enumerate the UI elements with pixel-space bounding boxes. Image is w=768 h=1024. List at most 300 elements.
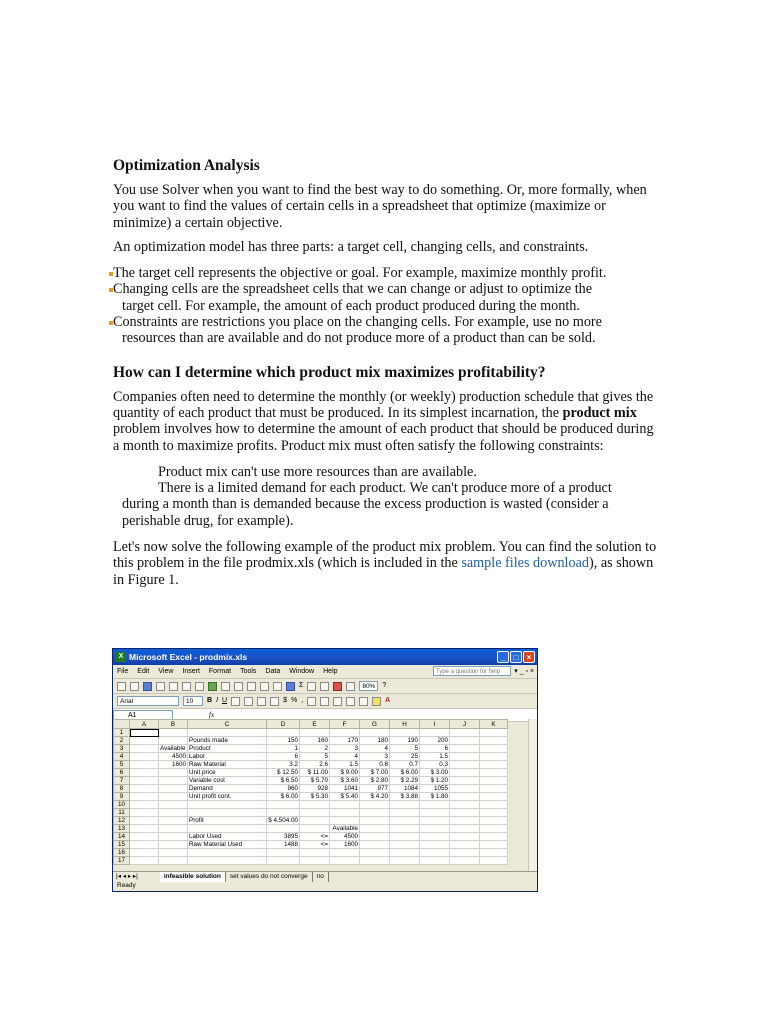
sheet-nav-arrows-icon[interactable]: |◂ ◂ ▸ ▸| xyxy=(116,873,138,880)
cell[interactable]: 1600 xyxy=(159,761,188,769)
worksheet-grid[interactable] xyxy=(113,719,508,865)
cell[interactable]: $ 2.29 xyxy=(390,777,420,785)
cell[interactable] xyxy=(159,785,188,793)
cell[interactable] xyxy=(360,841,390,849)
cell[interactable] xyxy=(480,753,508,761)
column-header[interactable]: E xyxy=(300,720,330,729)
cell[interactable]: $ 9.00 xyxy=(330,769,360,777)
cell[interactable] xyxy=(450,817,480,825)
workbook-controls[interactable]: ▾ _ ▫ × xyxy=(514,668,534,675)
cell[interactable]: Product xyxy=(188,745,267,753)
cell[interactable]: 3 xyxy=(360,753,390,761)
cell[interactable]: Unit profit cont. xyxy=(188,793,267,801)
cell[interactable]: <= xyxy=(300,841,330,849)
cell[interactable] xyxy=(480,777,508,785)
cell[interactable] xyxy=(159,825,188,833)
print-icon[interactable] xyxy=(182,682,191,691)
cell[interactable]: 977 xyxy=(360,785,390,793)
email-icon[interactable] xyxy=(169,682,178,691)
cell[interactable] xyxy=(130,841,159,849)
cell[interactable]: 190 xyxy=(390,737,420,745)
cell[interactable] xyxy=(420,729,450,737)
menu-item-insert[interactable]: Insert xyxy=(182,668,200,675)
cell[interactable] xyxy=(159,729,188,737)
cell[interactable] xyxy=(188,849,267,857)
table-row xyxy=(114,801,508,809)
cell[interactable]: Unit price xyxy=(188,769,267,777)
cell[interactable] xyxy=(390,857,420,865)
cell[interactable] xyxy=(480,793,508,801)
menu-item-file[interactable]: File xyxy=(117,668,129,675)
cell[interactable] xyxy=(300,825,330,833)
cell[interactable]: $ 7.00 xyxy=(360,769,390,777)
menu-item-data[interactable]: Data xyxy=(265,668,281,675)
cell[interactable] xyxy=(480,849,508,857)
cell[interactable] xyxy=(360,801,390,809)
row-header[interactable]: 4 xyxy=(114,753,130,761)
cell[interactable]: 4 xyxy=(360,745,390,753)
cell[interactable]: 25 xyxy=(390,753,420,761)
cell[interactable] xyxy=(159,809,188,817)
cell[interactable]: 928 xyxy=(300,785,330,793)
cell[interactable] xyxy=(300,809,330,817)
cell[interactable]: 1488 xyxy=(267,841,300,849)
cell[interactable] xyxy=(390,841,420,849)
cell[interactable] xyxy=(130,753,159,761)
cell[interactable]: 5 xyxy=(300,753,330,761)
cell[interactable]: $ 3.60 xyxy=(330,777,360,785)
cell[interactable] xyxy=(159,833,188,841)
underline-icon[interactable]: U xyxy=(222,697,228,704)
column-header[interactable]: C xyxy=(188,720,267,729)
open-icon[interactable] xyxy=(130,682,139,691)
cell[interactable] xyxy=(130,857,159,865)
cell[interactable]: 4500 xyxy=(330,833,360,841)
cell[interactable] xyxy=(300,849,330,857)
font-color-icon[interactable]: A xyxy=(385,697,391,704)
table-row xyxy=(114,825,508,833)
cell[interactable] xyxy=(390,809,420,817)
column-header[interactable]: F xyxy=(330,720,360,729)
cell[interactable] xyxy=(267,801,300,809)
help-icon[interactable]: ? xyxy=(382,682,387,689)
cell[interactable] xyxy=(480,785,508,793)
row-header[interactable]: 12 xyxy=(114,817,130,825)
cell[interactable] xyxy=(130,825,159,833)
cell[interactable] xyxy=(390,729,420,737)
heading-optimization-analysis: Optimization Analysis xyxy=(113,157,260,174)
cell[interactable]: 150 xyxy=(267,737,300,745)
cell[interactable] xyxy=(360,857,390,865)
cell[interactable] xyxy=(480,825,508,833)
row-header[interactable]: 2 xyxy=(114,737,130,745)
copy-icon[interactable] xyxy=(234,682,243,691)
cell[interactable]: $ 5.40 xyxy=(330,793,360,801)
column-header[interactable]: K xyxy=(480,720,508,729)
merge-center-icon[interactable] xyxy=(270,697,279,706)
menu-item-tools[interactable]: Tools xyxy=(240,668,257,675)
cell[interactable] xyxy=(300,729,330,737)
row-header[interactable]: 10 xyxy=(114,801,130,809)
column-header[interactable]: B xyxy=(159,720,188,729)
column-header[interactable]: J xyxy=(450,720,480,729)
cell[interactable] xyxy=(300,801,330,809)
table-row xyxy=(114,817,508,825)
cell[interactable] xyxy=(480,857,508,865)
cell[interactable] xyxy=(267,809,300,817)
cell[interactable] xyxy=(480,841,508,849)
cell[interactable] xyxy=(159,777,188,785)
row-header[interactable]: 14 xyxy=(114,833,130,841)
cell[interactable] xyxy=(450,833,480,841)
cell[interactable]: 1 xyxy=(267,745,300,753)
cell[interactable] xyxy=(420,841,450,849)
cell[interactable]: 2 xyxy=(300,745,330,753)
cell[interactable]: $ 1.20 xyxy=(420,777,450,785)
cell[interactable] xyxy=(130,849,159,857)
row-header[interactable]: 3 xyxy=(114,745,130,753)
standard-toolbar xyxy=(113,679,537,694)
sheet-tab[interactable]: set values do not converge xyxy=(226,872,313,882)
cell[interactable] xyxy=(130,809,159,817)
cell[interactable] xyxy=(130,729,159,737)
cell[interactable]: $ 2.80 xyxy=(360,777,390,785)
sort-descending-icon[interactable] xyxy=(320,682,329,691)
cell[interactable]: $ 1.80 xyxy=(420,793,450,801)
row-header[interactable]: 16 xyxy=(114,849,130,857)
cell[interactable] xyxy=(480,745,508,753)
cell[interactable]: 0.3 xyxy=(420,761,450,769)
cell[interactable] xyxy=(188,809,267,817)
column-header[interactable]: G xyxy=(360,720,390,729)
cell[interactable] xyxy=(130,737,159,745)
cell[interactable]: 0.8 xyxy=(360,761,390,769)
row-header[interactable]: 11 xyxy=(114,809,130,817)
save-icon[interactable] xyxy=(143,682,152,691)
cell[interactable] xyxy=(360,849,390,857)
bullet-list xyxy=(113,265,658,346)
cell[interactable] xyxy=(267,857,300,865)
cell[interactable] xyxy=(480,761,508,769)
cell[interactable] xyxy=(450,777,480,785)
cell[interactable] xyxy=(480,769,508,777)
table-row xyxy=(114,745,508,753)
new-icon[interactable] xyxy=(117,682,126,691)
cell[interactable]: 3 xyxy=(330,745,360,753)
cell[interactable] xyxy=(188,801,267,809)
column-header[interactable]: H xyxy=(390,720,420,729)
font-select[interactable]: Arial xyxy=(117,696,179,706)
cell[interactable]: 4500 xyxy=(159,753,188,761)
cell[interactable]: $ 11.00 xyxy=(300,769,330,777)
cell[interactable] xyxy=(450,825,480,833)
zoom-select[interactable]: 80% xyxy=(359,681,378,691)
cell[interactable]: 1.5 xyxy=(330,761,360,769)
cell[interactable] xyxy=(360,817,390,825)
cell[interactable] xyxy=(480,809,508,817)
heading-product-mix: How can I determine which product mix maximizes profitability? xyxy=(113,363,546,381)
cell[interactable] xyxy=(188,729,267,737)
cell[interactable]: Profit xyxy=(188,817,267,825)
cell[interactable] xyxy=(450,761,480,769)
cell[interactable]: Variable cost xyxy=(188,777,267,785)
cell[interactable]: $ 4.20 xyxy=(360,793,390,801)
cell[interactable]: 3895 xyxy=(267,833,300,841)
fill-color-icon[interactable] xyxy=(372,697,381,706)
cell[interactable] xyxy=(267,825,300,833)
hyperlink-icon[interactable] xyxy=(286,682,295,691)
table-row xyxy=(114,737,508,745)
cell[interactable]: 2.6 xyxy=(300,761,330,769)
cell[interactable]: Labor xyxy=(188,753,267,761)
cell[interactable]: Pounds made xyxy=(188,737,267,745)
increase-decimal-icon[interactable] xyxy=(307,697,316,706)
cell[interactable] xyxy=(420,809,450,817)
cell[interactable] xyxy=(159,817,188,825)
cell[interactable] xyxy=(360,729,390,737)
increase-indent-icon[interactable] xyxy=(346,697,355,706)
cell[interactable] xyxy=(390,833,420,841)
cell[interactable] xyxy=(188,825,267,833)
table-row xyxy=(114,857,508,865)
cell[interactable]: 6 xyxy=(267,753,300,761)
cell[interactable] xyxy=(130,761,159,769)
parts-paragraph: An optimization model has three parts: a target cell, changing cells, and constraints. xyxy=(113,238,589,255)
cell[interactable]: 4 xyxy=(330,753,360,761)
close-icon[interactable]: × xyxy=(523,651,535,663)
cell[interactable] xyxy=(330,857,360,865)
cell[interactable]: $ 6.00 xyxy=(390,769,420,777)
row-header[interactable]: 9 xyxy=(114,793,130,801)
row-header[interactable]: 1 xyxy=(114,729,130,737)
cell[interactable] xyxy=(420,801,450,809)
row-header[interactable]: 13 xyxy=(114,825,130,833)
comma-icon[interactable]: , xyxy=(301,697,304,704)
cell[interactable] xyxy=(450,793,480,801)
cell[interactable] xyxy=(480,729,508,737)
cell[interactable] xyxy=(300,817,330,825)
cell[interactable]: 1084 xyxy=(390,785,420,793)
cell[interactable]: $ 12.50 xyxy=(267,769,300,777)
excel-title-bar: X Microsoft Excel - prodmix.xls _ □ × xyxy=(113,649,537,665)
cell[interactable]: <= xyxy=(300,833,330,841)
cell[interactable] xyxy=(330,801,360,809)
print-preview-icon[interactable] xyxy=(195,682,204,691)
bullet-marker-icon xyxy=(109,321,113,325)
cell[interactable] xyxy=(300,857,330,865)
cell[interactable] xyxy=(267,729,300,737)
cell[interactable] xyxy=(420,857,450,865)
cell[interactable] xyxy=(330,809,360,817)
cell[interactable] xyxy=(450,801,480,809)
menu-item-format[interactable]: Format xyxy=(208,668,232,675)
cell[interactable]: 3.2 xyxy=(267,761,300,769)
cell[interactable] xyxy=(450,857,480,865)
cell[interactable] xyxy=(360,809,390,817)
cell[interactable]: 170 xyxy=(330,737,360,745)
cut-icon[interactable] xyxy=(221,682,230,691)
borders-icon[interactable] xyxy=(359,697,368,706)
decrease-decimal-icon[interactable] xyxy=(320,697,329,706)
cell[interactable] xyxy=(130,833,159,841)
cell[interactable]: 180 xyxy=(360,737,390,745)
cell[interactable] xyxy=(159,793,188,801)
spelling-icon[interactable] xyxy=(208,682,217,691)
name-box[interactable]: A1 xyxy=(113,710,173,721)
cell[interactable] xyxy=(390,825,420,833)
cell[interactable] xyxy=(450,809,480,817)
cell[interactable] xyxy=(450,737,480,745)
align-left-icon[interactable] xyxy=(231,697,240,706)
cell[interactable]: $ 5.70 xyxy=(300,777,330,785)
cell[interactable] xyxy=(159,849,188,857)
cell[interactable]: 1.5 xyxy=(420,753,450,761)
cell[interactable] xyxy=(450,769,480,777)
cell[interactable] xyxy=(420,817,450,825)
cell[interactable]: $ 6.00 xyxy=(267,793,300,801)
cell[interactable]: Available xyxy=(330,825,360,833)
cell[interactable]: Demand xyxy=(188,785,267,793)
cell[interactable] xyxy=(159,801,188,809)
align-right-icon[interactable] xyxy=(257,697,266,706)
row-header[interactable]: 6 xyxy=(114,769,130,777)
cell[interactable] xyxy=(159,769,188,777)
cell[interactable]: 960 xyxy=(267,785,300,793)
font-size-select[interactable]: 10 xyxy=(183,696,203,706)
cell[interactable]: 0.7 xyxy=(390,761,420,769)
row-header[interactable]: 15 xyxy=(114,841,130,849)
cell[interactable] xyxy=(480,737,508,745)
minimize-icon[interactable]: _ xyxy=(497,651,509,663)
cell[interactable]: 6 xyxy=(420,745,450,753)
cell[interactable] xyxy=(450,785,480,793)
cell[interactable]: Labor Used xyxy=(188,833,267,841)
column-header[interactable]: A xyxy=(130,720,159,729)
cell[interactable] xyxy=(130,769,159,777)
cell[interactable]: 1600 xyxy=(330,841,360,849)
sample-files-download-link[interactable]: sample files download xyxy=(461,555,589,572)
decrease-indent-icon[interactable] xyxy=(333,697,342,706)
cell[interactable] xyxy=(390,849,420,857)
table-row xyxy=(114,769,508,777)
maximize-icon[interactable]: □ xyxy=(510,651,522,663)
row-header[interactable]: 8 xyxy=(114,785,130,793)
cell[interactable] xyxy=(450,841,480,849)
italic-icon[interactable]: I xyxy=(216,697,219,704)
cell[interactable] xyxy=(480,833,508,841)
autosum-icon[interactable]: Σ xyxy=(299,682,304,689)
cell[interactable] xyxy=(450,745,480,753)
permission-icon[interactable] xyxy=(156,682,165,691)
cell[interactable]: Raw Material Used xyxy=(188,841,267,849)
cell[interactable]: $ 3.00 xyxy=(420,769,450,777)
cell[interactable] xyxy=(360,825,390,833)
table-row xyxy=(114,785,508,793)
fx-icon[interactable]: fx xyxy=(209,711,215,719)
row-header[interactable]: 5 xyxy=(114,761,130,769)
vertical-scrollbar[interactable] xyxy=(528,719,537,871)
cell[interactable]: 1055 xyxy=(420,785,450,793)
cell[interactable] xyxy=(480,817,508,825)
cell[interactable]: $ 3.88 xyxy=(390,793,420,801)
cell[interactable] xyxy=(480,801,508,809)
cell[interactable] xyxy=(420,849,450,857)
intro-paragraph: You use Solver when you want to find the best way to do something. Or, more formally, when you want to find the values of certain cells in a spreadsheet that optimize (maximize or minimize) a certain objective. xyxy=(113,182,647,231)
cell[interactable]: 200 xyxy=(420,737,450,745)
cell[interactable] xyxy=(188,857,267,865)
drawing-icon[interactable] xyxy=(346,682,355,691)
cell[interactable] xyxy=(267,849,300,857)
cell[interactable] xyxy=(450,753,480,761)
cell[interactable] xyxy=(420,833,450,841)
cell[interactable] xyxy=(330,729,360,737)
select-all-corner[interactable] xyxy=(114,720,130,729)
table-row xyxy=(114,833,508,841)
cell[interactable] xyxy=(159,737,188,745)
cell[interactable] xyxy=(130,793,159,801)
cell[interactable]: 5 xyxy=(390,745,420,753)
row-header[interactable]: 7 xyxy=(114,777,130,785)
menu-item-edit[interactable]: Edit xyxy=(137,668,150,675)
cell[interactable]: 1041 xyxy=(330,785,360,793)
cell[interactable] xyxy=(420,825,450,833)
column-header[interactable]: D xyxy=(267,720,300,729)
menu-item-window[interactable]: Window xyxy=(289,668,315,675)
status-bar: Ready xyxy=(117,882,136,889)
cell[interactable] xyxy=(390,801,420,809)
menu-item-view[interactable]: View xyxy=(158,668,174,675)
undo-icon[interactable] xyxy=(260,682,269,691)
chart-wizard-icon[interactable] xyxy=(333,682,342,691)
bold-icon[interactable]: B xyxy=(207,697,213,704)
paste-icon[interactable] xyxy=(247,682,256,691)
cell[interactable]: $ 6.50 xyxy=(267,777,300,785)
sheet-tab[interactable]: infeasible solution xyxy=(160,872,226,882)
cell[interactable] xyxy=(130,777,159,785)
cell[interactable] xyxy=(130,745,159,753)
sort-ascending-icon[interactable] xyxy=(307,682,316,691)
cell[interactable]: $ 4,504.00 xyxy=(268,817,298,824)
cell[interactable] xyxy=(450,849,480,857)
cell[interactable]: 160 xyxy=(300,737,330,745)
cell[interactable]: $ 5.30 xyxy=(300,793,330,801)
menu-item-help[interactable]: Help xyxy=(323,668,338,675)
cell[interactable] xyxy=(390,817,420,825)
column-header[interactable]: I xyxy=(420,720,450,729)
cell[interactable] xyxy=(130,801,159,809)
percent-icon[interactable]: % xyxy=(290,697,298,704)
cell[interactable] xyxy=(159,857,188,865)
product-mix-paragraph: Companies often need to determine the monthly (or weekly) production schedule that gives the quantity of each product that must be produced. In its simplest incarnation, the product mix problem involves how to determine the amount of each product that should be produced during a month to maximize profits. Product mix must often satisfy the following constraints: xyxy=(113,388,654,454)
currency-icon[interactable]: $ xyxy=(283,697,287,704)
cell[interactable] xyxy=(159,841,188,849)
cell[interactable] xyxy=(450,729,480,737)
help-search-input[interactable]: Type a question for help xyxy=(433,666,511,676)
cell[interactable]: Raw Material xyxy=(188,761,267,769)
bullet-changing-cells: Changing cells are the spreadsheet cells that we can change or adjust to optimize the target cell. For example, the amount of each product produced during the month. xyxy=(113,281,658,314)
cell[interactable] xyxy=(130,817,159,825)
align-center-icon[interactable] xyxy=(244,697,253,706)
cell[interactable] xyxy=(330,817,360,825)
bullet-marker-icon xyxy=(109,272,113,276)
sheet-tab[interactable]: no xyxy=(313,872,329,882)
cell[interactable] xyxy=(360,833,390,841)
cell[interactable] xyxy=(330,849,360,857)
cell[interactable] xyxy=(130,785,159,793)
row-header[interactable]: 17 xyxy=(114,857,130,865)
cell[interactable]: Available xyxy=(159,745,188,753)
redo-icon[interactable] xyxy=(273,682,282,691)
